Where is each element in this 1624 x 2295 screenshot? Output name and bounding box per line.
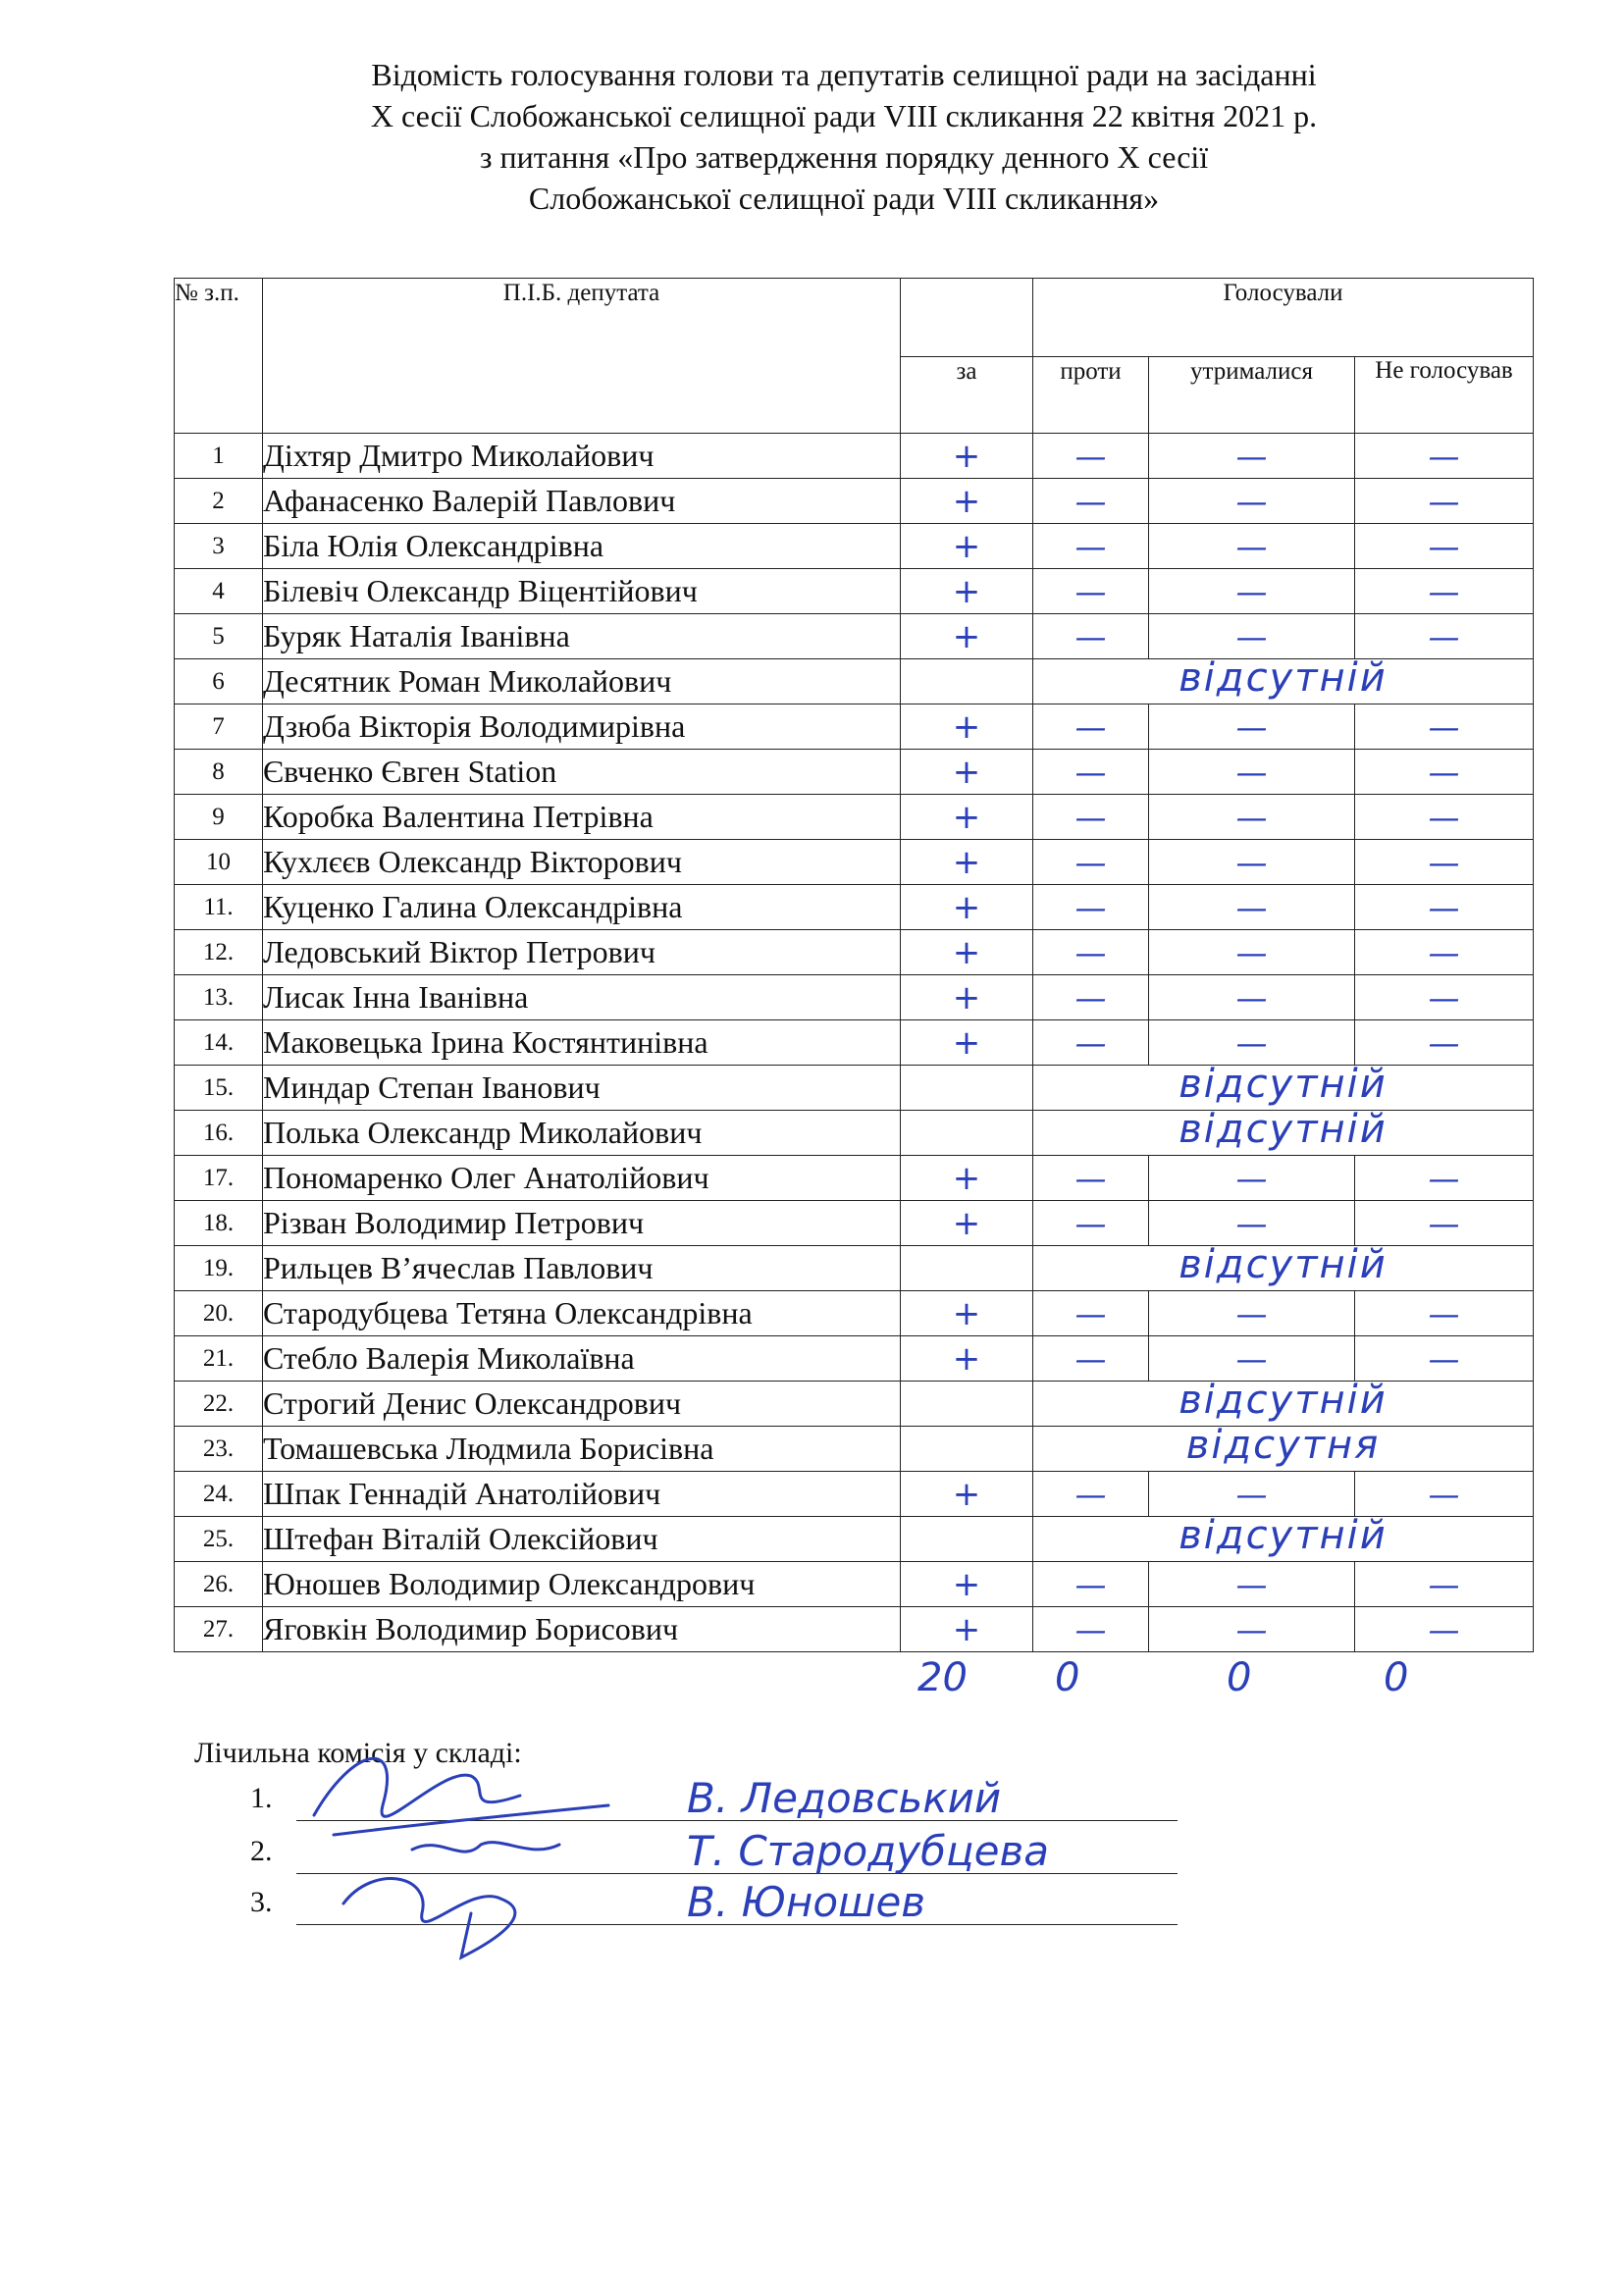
deputy-name: Шпак Геннадій Анатолійович <box>263 1472 901 1517</box>
absent-note: відсутній <box>1179 1110 1388 1152</box>
vote-for-cell <box>901 1472 1033 1517</box>
vote-not-voted-cell <box>1355 614 1534 659</box>
vote-not-voted-mark: — <box>1428 1339 1460 1378</box>
vote-not-voted-mark: — <box>1428 707 1460 746</box>
row-number: 1 <box>175 434 263 479</box>
deputy-name: Коробка Валентина Петрівна <box>263 795 901 840</box>
signature-scribble-1 <box>314 1758 520 1816</box>
vote-against-cell <box>1033 1336 1149 1382</box>
signature-num: 3. <box>250 1886 273 1918</box>
table-row <box>175 1291 1534 1336</box>
vote-abstained-mark: — <box>1235 1294 1268 1332</box>
total-against: 0 <box>1055 1655 1080 1700</box>
deputy-name: Пономаренко Олег Анатолійович <box>263 1156 901 1201</box>
table-row <box>175 524 1534 569</box>
signature-handwritten-name: В. Ледовський <box>687 1774 1002 1822</box>
vote-for-empty <box>901 1246 1033 1291</box>
vote-not-voted-cell <box>1355 524 1534 569</box>
absent-note: відсутній <box>1179 1245 1388 1287</box>
row-number: 5 <box>175 614 263 659</box>
vote-abstained-cell <box>1149 524 1355 569</box>
row-number: 22. <box>175 1382 263 1427</box>
vote-abstained-mark: — <box>1235 437 1268 475</box>
vote-not-voted-mark: — <box>1428 843 1460 881</box>
header-voted: Голосували <box>1033 279 1534 357</box>
row-number: 24. <box>175 1472 263 1517</box>
absent-note: відсутня <box>1185 1426 1381 1468</box>
vote-abstained-cell <box>1149 840 1355 885</box>
vote-against-mark: — <box>1074 482 1107 520</box>
vote-against-mark: — <box>1074 753 1107 791</box>
vote-not-voted-cell <box>1355 795 1534 840</box>
vote-abstained-cell <box>1149 1020 1355 1066</box>
vote-against-mark: — <box>1074 437 1107 475</box>
vote-against-cell <box>1033 795 1149 840</box>
table-row <box>175 1156 1534 1201</box>
signature-scribbles <box>294 1688 648 1982</box>
vote-not-voted-cell <box>1355 1336 1534 1382</box>
table-row <box>175 569 1534 614</box>
table-row <box>175 1517 1534 1562</box>
deputy-name: Афанасенко Валерій Павлович <box>263 479 901 524</box>
table-row <box>175 1201 1534 1246</box>
vote-against-cell <box>1033 885 1149 930</box>
table-row <box>175 930 1534 975</box>
title-line-2: Х сесії Слобожанської селищної ради VIII скликання 22 квітня 2021 р. <box>370 98 1318 133</box>
absent-cell <box>1033 1066 1534 1111</box>
vote-for-mark: + <box>952 1022 981 1063</box>
table-row <box>175 1427 1534 1472</box>
row-number: 19. <box>175 1246 263 1291</box>
vote-abstained-mark: — <box>1235 1204 1268 1242</box>
vote-abstained-cell <box>1149 975 1355 1020</box>
vote-for-mark: + <box>952 887 981 927</box>
table-row <box>175 434 1534 479</box>
absent-cell <box>1033 1111 1534 1156</box>
vote-not-voted-mark: — <box>1428 1565 1460 1603</box>
vote-for-mark: + <box>952 977 981 1017</box>
signature-num: 1. <box>250 1782 273 1814</box>
vote-abstained-cell <box>1149 930 1355 975</box>
vote-not-voted-cell <box>1355 1020 1534 1066</box>
table-row <box>175 1111 1534 1156</box>
row-number: 14. <box>175 1020 263 1066</box>
deputy-name: Полька Олександр Миколайович <box>263 1111 901 1156</box>
commission-label: Лічильна комісія у складі: <box>194 1737 522 1769</box>
vote-for-empty <box>901 659 1033 704</box>
absent-note: відсутній <box>1179 658 1388 701</box>
vote-abstained-mark: — <box>1235 1475 1268 1513</box>
vote-for-empty <box>901 1066 1033 1111</box>
vote-against-mark: — <box>1074 572 1107 610</box>
vote-for-mark: + <box>952 1609 981 1649</box>
vote-for-cell <box>901 479 1033 524</box>
vote-against-cell <box>1033 840 1149 885</box>
vote-against-mark: — <box>1074 888 1107 926</box>
vote-not-voted-mark: — <box>1428 1023 1460 1062</box>
vote-not-voted-mark: — <box>1428 617 1460 655</box>
vote-for-empty <box>901 1382 1033 1427</box>
vote-for-cell <box>901 614 1033 659</box>
vote-not-voted-mark: — <box>1428 527 1460 565</box>
vote-not-voted-cell <box>1355 975 1534 1020</box>
vote-not-voted-mark: — <box>1428 572 1460 610</box>
vote-not-voted-cell <box>1355 885 1534 930</box>
deputy-name: Білевіч Олександр Віцентійович <box>263 569 901 614</box>
table-row <box>175 885 1534 930</box>
vote-abstained-mark: — <box>1235 798 1268 836</box>
vote-for-cell <box>901 840 1033 885</box>
vote-against-cell <box>1033 614 1149 659</box>
vote-against-mark: — <box>1074 933 1107 971</box>
vote-not-voted-cell <box>1355 704 1534 750</box>
absent-cell <box>1033 659 1534 704</box>
vote-abstained-cell <box>1149 479 1355 524</box>
deputy-name: Строгий Денис Олександрович <box>263 1382 901 1427</box>
vote-abstained-cell <box>1149 795 1355 840</box>
header-abstained: утрималися <box>1149 357 1355 434</box>
row-number: 18. <box>175 1201 263 1246</box>
row-number: 6 <box>175 659 263 704</box>
row-number: 3 <box>175 524 263 569</box>
row-number: 2 <box>175 479 263 524</box>
vote-not-voted-cell <box>1355 750 1534 795</box>
absent-note: відсутній <box>1179 1516 1388 1558</box>
vote-abstained-cell <box>1149 614 1355 659</box>
vote-for-mark: + <box>952 1293 981 1333</box>
table-row <box>175 975 1534 1020</box>
table-body <box>175 434 1534 1652</box>
row-number: 20. <box>175 1291 263 1336</box>
absent-cell <box>1033 1382 1534 1427</box>
vote-against-cell <box>1033 750 1149 795</box>
vote-abstained-cell <box>1149 1336 1355 1382</box>
deputy-name: Штефан Віталій Олексійович <box>263 1517 901 1562</box>
vote-abstained-mark: — <box>1235 753 1268 791</box>
vote-abstained-mark: — <box>1235 1159 1268 1197</box>
deputy-name: Десятник Роман Миколайович <box>263 659 901 704</box>
totals-row <box>0 1655 1624 1707</box>
row-number: 7 <box>175 704 263 750</box>
vote-abstained-cell <box>1149 434 1355 479</box>
deputy-name: Кухлєєв Олександр Вікторович <box>263 840 901 885</box>
vote-against-cell <box>1033 1201 1149 1246</box>
vote-against-mark: — <box>1074 1023 1107 1062</box>
vote-not-voted-mark: — <box>1428 933 1460 971</box>
vote-against-mark: — <box>1074 843 1107 881</box>
vote-for-mark: + <box>952 436 981 476</box>
vote-for-cell <box>901 1562 1033 1607</box>
vote-for-mark: + <box>952 1158 981 1198</box>
vote-against-cell <box>1033 524 1149 569</box>
row-number: 11. <box>175 885 263 930</box>
deputy-name: Томашевська Людмила Борисівна <box>263 1427 901 1472</box>
title-line-4: Слобожанської селищної ради VIII скликання» <box>528 181 1160 216</box>
deputy-name: Лисак Інна Іванівна <box>263 975 901 1020</box>
vote-against-cell <box>1033 704 1149 750</box>
deputy-name: Юношев Володимир Олександрович <box>263 1562 901 1607</box>
signature-num: 2. <box>250 1835 273 1867</box>
header-num: № з.п. <box>175 279 263 434</box>
deputy-name: Діхтяр Дмитро Миколайович <box>263 434 901 479</box>
vote-for-mark: + <box>952 571 981 611</box>
table-row <box>175 1382 1534 1427</box>
vote-for-cell <box>901 1607 1033 1652</box>
deputy-name: Рильцев В’ячеслав Павлович <box>263 1246 901 1291</box>
deputy-name: Миндар Степан Іванович <box>263 1066 901 1111</box>
vote-abstained-cell <box>1149 750 1355 795</box>
vote-for-mark: + <box>952 932 981 972</box>
vote-against-mark: — <box>1074 1294 1107 1332</box>
vote-not-voted-cell <box>1355 1472 1534 1517</box>
vote-for-cell <box>901 569 1033 614</box>
vote-not-voted-mark: — <box>1428 482 1460 520</box>
vote-against-cell <box>1033 1020 1149 1066</box>
row-number: 25. <box>175 1517 263 1562</box>
row-number: 15. <box>175 1066 263 1111</box>
vote-abstained-mark: — <box>1235 707 1268 746</box>
header-against: проти <box>1033 357 1149 434</box>
vote-abstained-mark: — <box>1235 617 1268 655</box>
vote-for-cell <box>901 930 1033 975</box>
vote-against-cell <box>1033 434 1149 479</box>
vote-for-cell <box>901 1291 1033 1336</box>
absent-cell <box>1033 1246 1534 1291</box>
vote-abstained-mark: — <box>1235 978 1268 1017</box>
header-blank <box>901 279 1033 357</box>
vote-for-mark: + <box>952 797 981 837</box>
vote-abstained-cell <box>1149 1291 1355 1336</box>
vote-not-voted-cell <box>1355 1201 1534 1246</box>
total-for: 20 <box>917 1655 968 1700</box>
vote-not-voted-mark: — <box>1428 1475 1460 1513</box>
vote-abstained-cell <box>1149 1201 1355 1246</box>
vote-for-mark: + <box>952 481 981 521</box>
table-row <box>175 1246 1534 1291</box>
vote-against-mark: — <box>1074 1159 1107 1197</box>
table-row <box>175 1562 1534 1607</box>
vote-for-mark: + <box>952 752 981 792</box>
table-row <box>175 1472 1534 1517</box>
table-row <box>175 704 1534 750</box>
vote-not-voted-mark: — <box>1428 1610 1460 1648</box>
vote-abstained-cell <box>1149 1607 1355 1652</box>
table-row <box>175 614 1534 659</box>
vote-abstained-mark: — <box>1235 843 1268 881</box>
vote-not-voted-mark: — <box>1428 978 1460 1017</box>
deputy-name: Стебло Валерія Миколаївна <box>263 1336 901 1382</box>
vote-for-cell <box>901 704 1033 750</box>
vote-not-voted-mark: — <box>1428 888 1460 926</box>
vote-not-voted-cell <box>1355 1291 1534 1336</box>
vote-abstained-mark: — <box>1235 1565 1268 1603</box>
vote-against-mark: — <box>1074 1475 1107 1513</box>
total-abstained: 0 <box>1227 1655 1252 1700</box>
vote-abstained-mark: — <box>1235 888 1268 926</box>
deputy-name: Ледовський Віктор Петрович <box>263 930 901 975</box>
vote-not-voted-mark: — <box>1428 753 1460 791</box>
row-number: 21. <box>175 1336 263 1382</box>
vote-abstained-cell <box>1149 885 1355 930</box>
table-row <box>175 1607 1534 1652</box>
vote-for-cell <box>901 524 1033 569</box>
header-for: за <box>901 357 1033 434</box>
vote-for-empty <box>901 1111 1033 1156</box>
table-row <box>175 795 1534 840</box>
vote-for-mark: + <box>952 842 981 882</box>
vote-for-mark: + <box>952 1474 981 1514</box>
vote-against-cell <box>1033 975 1149 1020</box>
row-number: 4 <box>175 569 263 614</box>
table-row <box>175 1336 1534 1382</box>
vote-not-voted-mark: — <box>1428 437 1460 475</box>
table-row <box>175 1066 1534 1111</box>
deputy-name: Яговкін Володимир Борисович <box>263 1607 901 1652</box>
vote-abstained-cell <box>1149 569 1355 614</box>
table-row <box>175 750 1534 795</box>
deputy-name: Євченко Євген Station <box>263 750 901 795</box>
vote-for-empty <box>901 1517 1033 1562</box>
signature-scribble-2 <box>412 1843 559 1852</box>
vote-abstained-mark: — <box>1235 933 1268 971</box>
vote-for-cell <box>901 1336 1033 1382</box>
vote-not-voted-cell <box>1355 930 1534 975</box>
vote-against-cell <box>1033 1156 1149 1201</box>
row-number: 23. <box>175 1427 263 1472</box>
deputy-name: Біла Юлія Олександрівна <box>263 524 901 569</box>
vote-not-voted-cell <box>1355 569 1534 614</box>
header-not-voted: Не голосував <box>1355 357 1534 434</box>
vote-against-mark: — <box>1074 527 1107 565</box>
deputy-name: Різван Володимир Петрович <box>263 1201 901 1246</box>
vote-against-cell <box>1033 1291 1149 1336</box>
signature-handwritten-name: В. Юношев <box>687 1878 926 1926</box>
vote-for-mark: + <box>952 526 981 566</box>
absent-cell <box>1033 1517 1534 1562</box>
vote-against-mark: — <box>1074 707 1107 746</box>
title-line-3: з питання «Про затвердження порядку денного Х сесії <box>479 139 1209 175</box>
vote-for-mark: + <box>952 1564 981 1604</box>
title-line-1: Відомість голосування голови та депутатів селищної ради на засіданні <box>371 57 1317 92</box>
row-number: 9 <box>175 795 263 840</box>
row-number: 8 <box>175 750 263 795</box>
vote-abstained-mark: — <box>1235 482 1268 520</box>
absent-note: відсутній <box>1179 1381 1388 1423</box>
vote-not-voted-mark: — <box>1428 1204 1460 1242</box>
signature-handwritten-name: Т. Стародубцева <box>687 1827 1049 1875</box>
vote-not-voted-mark: — <box>1428 798 1460 836</box>
row-number: 12. <box>175 930 263 975</box>
table-row <box>175 479 1534 524</box>
vote-not-voted-mark: — <box>1428 1159 1460 1197</box>
table-row <box>175 659 1534 704</box>
vote-against-mark: — <box>1074 1610 1107 1648</box>
signature-scribble-3 <box>343 1879 515 1957</box>
vote-not-voted-cell <box>1355 1562 1534 1607</box>
vote-for-cell <box>901 975 1033 1020</box>
vote-for-mark: + <box>952 706 981 747</box>
vote-abstained-cell <box>1149 1156 1355 1201</box>
header-name: П.І.Б. депутата <box>263 279 901 434</box>
vote-abstained-mark: — <box>1235 527 1268 565</box>
vote-against-mark: — <box>1074 1339 1107 1378</box>
vote-not-voted-cell <box>1355 840 1534 885</box>
row-number: 27. <box>175 1607 263 1652</box>
vote-for-cell <box>901 885 1033 930</box>
row-number: 16. <box>175 1111 263 1156</box>
vote-against-mark: — <box>1074 1565 1107 1603</box>
vote-for-cell <box>901 434 1033 479</box>
row-number: 26. <box>175 1562 263 1607</box>
table-row <box>175 1020 1534 1066</box>
vote-not-voted-cell <box>1355 1607 1534 1652</box>
total-not-voted: 0 <box>1384 1655 1409 1700</box>
vote-abstained-mark: — <box>1235 1610 1268 1648</box>
deputy-name: Дзюба Вікторія Володимирівна <box>263 704 901 750</box>
vote-against-mark: — <box>1074 978 1107 1017</box>
deputy-name: Маковецька Ірина Костянтинівна <box>263 1020 901 1066</box>
vote-abstained-mark: — <box>1235 1339 1268 1378</box>
vote-against-mark: — <box>1074 798 1107 836</box>
row-number: 10 <box>175 840 263 885</box>
vote-for-cell <box>901 1020 1033 1066</box>
vote-abstained-cell <box>1149 1562 1355 1607</box>
vote-against-mark: — <box>1074 1204 1107 1242</box>
deputy-name: Куценко Галина Олександрівна <box>263 885 901 930</box>
vote-for-cell <box>901 1156 1033 1201</box>
voting-table <box>174 278 1534 1652</box>
vote-against-cell <box>1033 479 1149 524</box>
vote-against-cell <box>1033 930 1149 975</box>
absent-note: відсутній <box>1179 1065 1388 1107</box>
vote-against-mark: — <box>1074 617 1107 655</box>
vote-abstained-cell <box>1149 704 1355 750</box>
vote-for-empty <box>901 1427 1033 1472</box>
vote-not-voted-cell <box>1355 479 1534 524</box>
deputy-name: Стародубцева Тетяна Олександрівна <box>263 1291 901 1336</box>
row-number: 13. <box>175 975 263 1020</box>
vote-against-cell <box>1033 569 1149 614</box>
vote-for-mark: + <box>952 616 981 656</box>
vote-against-cell <box>1033 1607 1149 1652</box>
signature-scribble-1-underline <box>334 1805 608 1835</box>
table-row <box>175 840 1534 885</box>
vote-against-cell <box>1033 1562 1149 1607</box>
deputy-name: Буряк Наталія Іванівна <box>263 614 901 659</box>
vote-for-mark: + <box>952 1203 981 1243</box>
vote-not-voted-cell <box>1355 1156 1534 1201</box>
row-number: 17. <box>175 1156 263 1201</box>
vote-not-voted-mark: — <box>1428 1294 1460 1332</box>
vote-abstained-mark: — <box>1235 572 1268 610</box>
absent-cell <box>1033 1427 1534 1472</box>
vote-abstained-mark: — <box>1235 1023 1268 1062</box>
vote-for-mark: + <box>952 1338 981 1379</box>
vote-not-voted-cell <box>1355 434 1534 479</box>
document-title <box>147 54 1541 219</box>
vote-for-cell <box>901 1201 1033 1246</box>
vote-against-cell <box>1033 1472 1149 1517</box>
vote-abstained-cell <box>1149 1472 1355 1517</box>
vote-for-cell <box>901 795 1033 840</box>
vote-for-cell <box>901 750 1033 795</box>
